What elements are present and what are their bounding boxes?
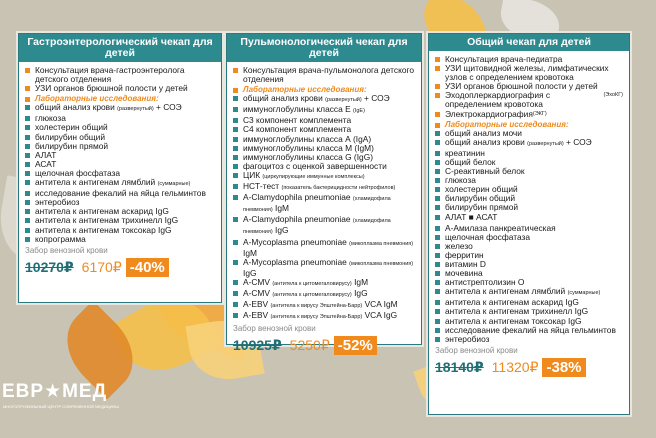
lab-item: глюкоза <box>435 176 623 185</box>
bullet-icon <box>25 171 30 176</box>
lab-item: иммуноглобулины класса G (IgG) <box>233 153 415 162</box>
bullet-icon <box>25 237 30 242</box>
lab-item: A-CMV (антитела к цитомегаловирусу) IgM <box>233 278 415 289</box>
bullet-icon <box>435 160 440 165</box>
lab-item: антитела к антигенам трихинелл IgG <box>435 307 623 316</box>
lab-item: АЛАТ ■ АСАТ <box>435 213 623 224</box>
lab-item: С-реактивный белок <box>435 167 623 176</box>
bullet-icon <box>25 86 30 91</box>
lab-item: энтеробиоз <box>25 198 215 207</box>
brand-tagline: МНОГОПРОФИЛЬНЫЙ ЦЕНТР СОВРЕМЕННОЙ МЕДИЦИНЫ <box>3 404 119 409</box>
bullet-icon <box>435 271 440 276</box>
bullet-icon <box>233 137 238 142</box>
bullet-icon <box>435 151 440 156</box>
lab-item: общий анализ крови (развернутый) + СОЭ <box>25 103 215 114</box>
card-title: Общий чекап для детей <box>429 34 629 51</box>
bullet-icon <box>233 164 238 169</box>
lab-item: АСАТ <box>25 160 215 169</box>
lab-item: билирубин общий <box>435 194 623 203</box>
bullet-icon <box>233 313 238 318</box>
lab-item: С4 компонент комплемента <box>233 125 415 134</box>
lab-item: энтеробиоз <box>435 335 623 344</box>
bullet-icon <box>233 118 238 123</box>
consult-item: Электрокардиография (ЭКГ) <box>435 110 623 119</box>
old-price: 10270₽ <box>25 258 74 275</box>
lab-item: витамин D <box>435 260 623 269</box>
lab-item: A-CMV (антитела к цитомегаловирусу) IgG <box>233 289 415 300</box>
blood-draw-note: Забор венозной крови <box>233 324 316 334</box>
bullet-icon <box>233 146 238 151</box>
card-title: Гастроэнтерологический чекап для детей <box>19 34 221 62</box>
bullet-icon <box>25 144 30 149</box>
lab-item: холестерин общий <box>25 123 215 132</box>
lab-item: исследование фекалий на яйца гельминтов <box>435 326 623 335</box>
lab-item: С3 компонент комплемента <box>233 116 415 125</box>
lab-item: антитела к антигенам токсокар IgG <box>25 226 215 235</box>
lab-item: щелочная фосфатаза <box>25 169 215 178</box>
lab-item: ЦИК (циркулирующие иммунные комплексы) <box>233 171 415 182</box>
bullet-icon <box>435 131 440 136</box>
lab-item: антитела к антигенам токсокар IgG <box>435 317 623 326</box>
lab-item: фагоцитоз с оценкой завершенности <box>233 162 415 171</box>
discount-badge: -38% <box>542 358 585 377</box>
lab-item: общий анализ крови (развернутый) + СОЭ <box>233 94 415 105</box>
bullet-icon <box>233 217 238 222</box>
bullet-icon <box>435 262 440 267</box>
lab-item: антитела к антигенам лямблий (суммарные) <box>25 178 215 189</box>
bullet-icon <box>233 173 238 178</box>
lab-item: щелочная фосфатаза <box>435 233 623 242</box>
lab-title: Лабораторные исследования: <box>435 120 623 129</box>
discount-badge: -52% <box>334 336 377 355</box>
lab-item: креатинин <box>435 149 623 158</box>
bullet-icon <box>25 68 30 73</box>
price-row <box>25 258 215 277</box>
bullet-icon <box>25 135 30 140</box>
card-pulmo <box>226 33 422 355</box>
lab-item: общий анализ крови (развернутый) + СОЭ <box>435 138 623 149</box>
lab-item: ферритин <box>435 251 623 260</box>
bullet-icon <box>233 155 238 160</box>
lab-item: А-Амилаза панкреатическая <box>435 224 623 233</box>
bullet-icon <box>25 125 30 130</box>
lab-title: Лабораторные исследования: <box>25 94 215 103</box>
bullet-icon <box>233 68 238 73</box>
lab-item: A-Clamydophila pneumoniae (хламидофила пневмония) IgG <box>233 215 415 237</box>
lab-item: НСТ-тест (показатель бактерицидности нейтрофилов) <box>233 182 415 193</box>
new-price: 5250₽ <box>289 337 330 354</box>
bullet-icon <box>435 244 440 249</box>
bullet-icon <box>25 162 30 167</box>
discount-badge: -40% <box>126 258 169 277</box>
lab-item: антистрептолизин О <box>435 278 623 287</box>
lab-item: антитела к антигенам трихинелл IgG <box>25 216 215 225</box>
consult-item: УЗИ органов брюшной полости у детей <box>25 84 215 93</box>
bullet-icon <box>435 84 440 89</box>
bullet-icon <box>435 215 440 220</box>
lab-item: билирубин общий <box>25 133 215 142</box>
lab-item: антитела к антигенам аскарид IgG <box>435 298 623 307</box>
consult-item: Консультация врача-пульмонолога детского отделения <box>233 66 415 84</box>
bullet-icon <box>435 66 440 71</box>
bullet-icon <box>233 195 238 200</box>
lab-item: мочевина <box>435 269 623 278</box>
bullet-icon <box>233 260 238 265</box>
lab-item: иммуноглобулины класса М (IgM) <box>233 144 415 153</box>
card-general <box>428 33 630 415</box>
bullet-icon <box>435 289 440 294</box>
bullet-icon <box>435 280 440 285</box>
new-price: 11320₽ <box>491 358 539 375</box>
bullet-icon <box>233 96 238 101</box>
bullet-icon <box>435 319 440 324</box>
bullet-icon <box>435 57 440 62</box>
bullet-icon <box>25 180 30 185</box>
bullet-icon <box>435 328 440 333</box>
bullet-icon <box>435 169 440 174</box>
bullet-icon <box>435 300 440 305</box>
bullet-icon <box>25 191 30 196</box>
bullet-icon <box>435 205 440 210</box>
consult-item: УЗИ щитовидной железы, лимфатических узлов с определением кровотока <box>435 64 623 82</box>
lab-item: A-Mycoplasma pneumoniae (микоплазма пневмония) IgM <box>233 238 415 258</box>
bullet-icon <box>435 226 440 231</box>
bullet-icon <box>233 280 238 285</box>
consult-item: УЗИ органов брюшной полости у детей <box>435 82 623 91</box>
lab-item: антитела к антигенам лямблий (суммарные) <box>435 287 623 298</box>
old-price: 18140₽ <box>435 358 484 375</box>
bullet-icon <box>25 228 30 233</box>
consult-item: Консультация врача-гастроэнтеролога детского отделения <box>25 66 215 84</box>
bullet-icon <box>25 200 30 205</box>
card-title: Пульмонологический чекап для детей <box>227 34 421 62</box>
bullet-icon <box>233 127 238 132</box>
lab-item: иммуноглобулины класса А (IgA) <box>233 135 415 144</box>
brand-logo: ЕВР★МЕД <box>2 381 108 402</box>
bullet-icon <box>435 178 440 183</box>
lab-item: исследование фекалий на яйца гельминтов <box>25 189 215 198</box>
bullet-icon <box>435 140 440 145</box>
lab-item: антитела к антигенам аскарид IgG <box>25 207 215 216</box>
bullet-icon <box>435 235 440 240</box>
blood-draw-note: Забор венозной крови <box>25 245 108 255</box>
bullet-icon <box>233 302 238 307</box>
bullet-icon <box>435 337 440 342</box>
consult-item: Эходоплеркардиография с определением кровотока (ЭхоКГ) <box>435 91 623 109</box>
lab-item: A-Clamydophila pneumoniae (хламидофила пневмония) IgM <box>233 193 415 215</box>
lab-item: железо <box>435 242 623 251</box>
lab-item: A-EBV (антитела к вирусу Эпштейна-Барр) VCA IgG <box>233 311 415 322</box>
bullet-icon <box>233 240 238 245</box>
lab-item: общий анализ мочи <box>435 129 623 138</box>
bullet-icon <box>25 153 30 158</box>
old-price: 10925₽ <box>233 337 282 354</box>
bullet-icon <box>25 209 30 214</box>
bullet-icon <box>233 107 238 112</box>
lab-item: общий белок <box>435 158 623 167</box>
price-row <box>435 358 623 377</box>
lab-item: A-EBV (антитела к вирусу Эпштейна-Барр) VCA IgM <box>233 300 415 311</box>
bullet-icon <box>25 105 30 110</box>
bullet-icon <box>233 184 238 189</box>
lab-item: глюкоза <box>25 114 215 123</box>
bullet-icon <box>435 196 440 201</box>
bullet-icon <box>435 93 440 98</box>
price-row <box>233 336 415 355</box>
lab-item: копрограмма <box>25 235 215 244</box>
lab-item: АЛАТ <box>25 151 215 160</box>
bullet-icon <box>435 253 440 258</box>
new-price: 6170₽ <box>81 258 122 275</box>
blood-draw-note: Забор венозной крови <box>435 345 518 355</box>
bullet-icon <box>233 291 238 296</box>
bullet-icon <box>25 218 30 223</box>
lab-item: билирубин прямой <box>25 142 215 151</box>
lab-title: Лабораторные исследования: <box>233 85 415 94</box>
bullet-icon <box>435 187 440 192</box>
bullet-icon <box>435 112 440 117</box>
consult-item: Консультация врача-педиатра <box>435 55 623 64</box>
card-gastro <box>18 33 222 303</box>
lab-item: холестерин общий <box>435 185 623 194</box>
lab-item: билирубин прямой <box>435 203 623 212</box>
lab-item: A-Mycoplasma pneumoniae (микоплазма пневмония) IgG <box>233 258 415 278</box>
bullet-icon <box>435 309 440 314</box>
lab-item: иммуноглобулины класса Е (IgE) <box>233 105 415 116</box>
bullet-icon <box>25 116 30 121</box>
